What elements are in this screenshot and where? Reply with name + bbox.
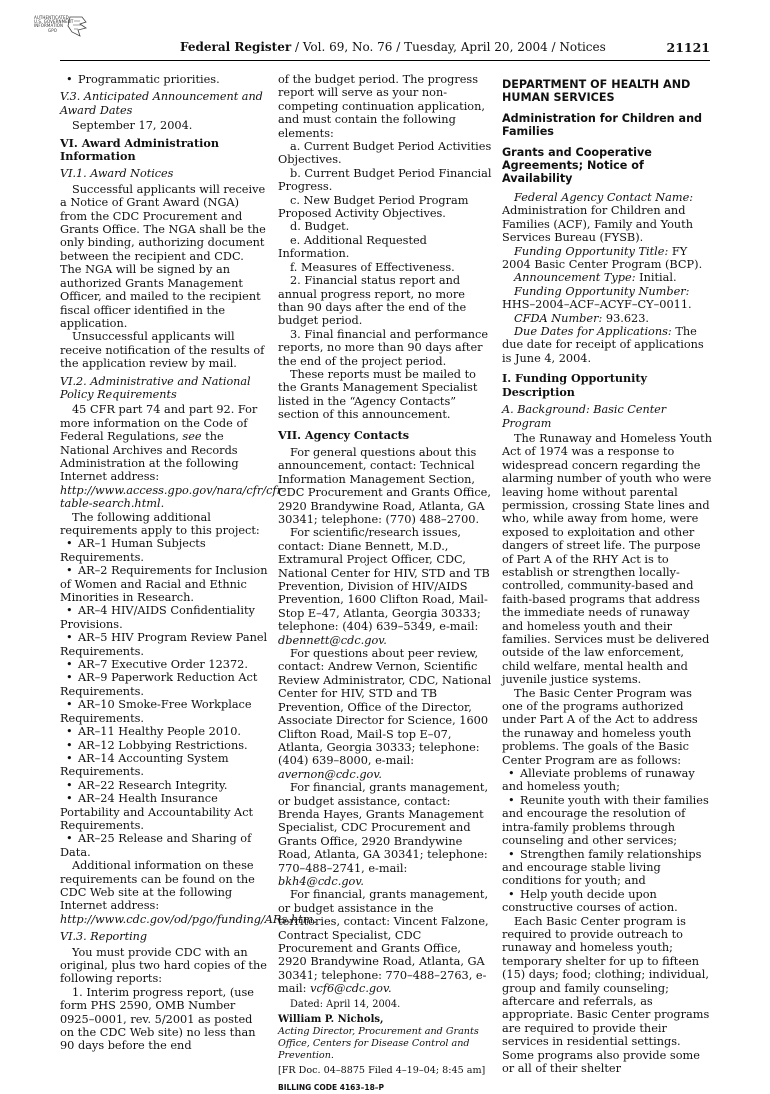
section-heading: I. Funding Opportunity Description xyxy=(502,371,648,399)
logo-line: GPO xyxy=(48,27,57,33)
text: Initial. xyxy=(635,271,677,285)
paragraph xyxy=(278,888,492,995)
logo-line: U.S. GOVERNMENT xyxy=(34,19,74,25)
paragraph: The Runaway and Homeless Youth Act of 1974 was a response to widespread concern regarding the alarming number of youth who were leaving home without parental permission, crossing State lines and who, while away from home, were exposed to exploitation and other dangers of street life. The purpose of Part A of the RHY Act is to establish or strengthen locally-controlled, community-based and faith-based programs that address the immediate needs of runaway and homeless youth and their families. Services must be delivered outside of the law enforcement, child welfare, mental health and juvenile justice systems. xyxy=(502,431,712,687)
list-item: 3. Final financial and performance reports, no more than 90 days after the end of the project period. xyxy=(278,327,489,368)
gpo-logo-text xyxy=(34,16,73,33)
section-heading: A. Background: Basic Center Program xyxy=(502,403,667,430)
text: For scientific/research issues, contact: Diane Bennett, M.D., Extramural Project Officer, CDC, National Center for HIV, STD and TB Prevention, Division of HIV/AIDS Prevention, 1600 Clifton Road, Mail-Stop E–47, Atlanta, Georgia 30333; telephone: (404) 639–5349, e-mail: xyxy=(278,526,490,634)
column-3 xyxy=(502,73,714,1075)
signer-title: Acting Director, Procurement and Grants Office, Centers for Disease Control and Prevention. xyxy=(278,1026,479,1062)
paragraph: Each Basic Center program is required to provide outreach to runaway and homeless youth; temporary shelter for up to fifteen (15) days; food; clothing; individual, group and family counseling; aftercare and referrals, as appropriate. Basic Center programs are required to provide their services in residential settings. Some programs also provide some or all of their shelter xyxy=(502,914,710,1075)
fr-doc: [FR Doc. 04–8875 Filed 4–19–04; 8:45 am] xyxy=(278,1065,486,1077)
paragraph: These reports must be mailed to the Grants Management Specialist listed in the “Agency Contacts” section of this announcement. xyxy=(278,367,478,422)
list-item: • AR–24 Health Insurance Portability and Accountability Act Requirements. xyxy=(60,792,268,832)
list-item: • AR–22 Research Integrity. xyxy=(60,779,268,792)
paragraph xyxy=(502,245,714,272)
column-2 xyxy=(278,73,492,1094)
list-item: 2. Financial status report and annual progress report, no more than 90 days after the end of the budget period. xyxy=(278,274,467,328)
list-item: d. Budget. xyxy=(290,220,350,234)
paragraph xyxy=(278,647,492,781)
paragraph xyxy=(502,325,714,365)
page-number: 21121 xyxy=(666,40,710,55)
list-item: • AR–1 Human Subjects Requirements. xyxy=(60,537,268,564)
subagency-heading: Administration for Children and Families xyxy=(502,112,703,138)
list-item: b. Current Budget Period Financial Progress. xyxy=(278,166,492,194)
section-heading: VII. Agency Contacts xyxy=(278,427,410,442)
list-item: • Alleviate problems of runaway and homeless youth; xyxy=(502,767,714,794)
list-item: • Help youth decide upon constructive courses of action. xyxy=(502,888,714,915)
cfr-link[interactable]: http://www.access.gpo.gov/nara/cfr/cfr-table-search.html. xyxy=(60,483,286,511)
list-item: • AR–25 Release and Sharing of Data. xyxy=(60,832,268,859)
label: Funding Opportunity Title: xyxy=(514,244,669,258)
list-item: • Programmatic priorities. xyxy=(60,73,268,86)
running-header xyxy=(180,40,710,58)
paragraph: You must provide CDC with an original, plus two hard copies of the following reports: xyxy=(60,945,267,986)
label: Due Dates for Applications: xyxy=(514,325,672,339)
ars-link[interactable]: http://www.cdc.gov/od/pgo/funding/ARs.htm. xyxy=(60,912,317,926)
paragraph xyxy=(502,285,714,312)
paragraph: of the budget period. The progress report will serve as your non-competing continuation application, and must contain the following elements: xyxy=(278,73,485,140)
list-item: • AR–9 Paperwork Reduction Act Requirements. xyxy=(60,671,268,698)
dated: Dated: April 14, 2004. xyxy=(290,998,401,1010)
section-heading: VI.3. Reporting xyxy=(60,930,148,944)
issue-info: / Vol. 69, No. 76 / Tuesday, April 20, 2004 / Notices xyxy=(291,40,606,54)
list-item: • AR–4 HIV/AIDS Confidentiality Provisions. xyxy=(60,604,268,631)
billing-code: BILLING CODE 4163–18–P xyxy=(278,1082,385,1092)
text: see xyxy=(182,430,202,444)
signer-name: William P. Nichols, xyxy=(278,1014,384,1026)
notice-title: Grants and Cooperative Agreements; Notice of Availability xyxy=(502,146,652,185)
list-item: • AR–11 Healthy People 2010. xyxy=(60,725,268,738)
list-item: • AR–10 Smoke-Free Workplace Requirements. xyxy=(60,698,268,725)
list-item: • AR–12 Lobbying Restrictions. xyxy=(60,739,268,752)
list-item: • AR–7 Executive Order 12372. xyxy=(60,658,268,671)
list-item: • AR–2 Requirements for Inclusion of Women and Racial and Ethnic Minorities in Research. xyxy=(60,564,268,604)
section-heading: VI.1. Award Notices xyxy=(60,167,174,181)
agency-heading: DEPARTMENT OF HEALTH AND HUMAN SERVICES xyxy=(502,78,691,104)
text: For financial, grants management, or budget assistance in the territories, contact: Vincent Falzone, Contract Specialist, CDC Procurement and Grants Office, 2920 Brandywine Road, Atlanta, GA 30341; telephone: 770–488–2763, e-mail: xyxy=(278,888,489,996)
email-link[interactable]: dbennett@cdc.gov. xyxy=(278,633,387,647)
paragraph: Successful applicants will receive a Notice of Grant Award (NGA) from the CDC Procurement and Grants Office. The NGA shall be the only binding, authorizing document between the recipient and CDC. The NGA will be signed by an authorized Grants Management Officer, and mailed to the recipient fiscal officer identified in the application. xyxy=(60,182,266,330)
paragraph xyxy=(60,403,286,511)
paragraph xyxy=(60,859,317,926)
paragraph xyxy=(278,781,492,888)
text: For questions about peer review, contact: Andrew Vernon, Scientific Review Administrator, CDC, National Center for HIV, STD and TB Prevention, Office of the Director, Associate Director for Science, 1600 Clifton Road, Mail-S top E–07, Atlanta, Georgia 30333; telephone: (404) 639–8000, e-mail: xyxy=(278,647,492,768)
email-link[interactable]: avernon@cdc.gov. xyxy=(278,767,382,781)
text: FY 2004 Basic Center Program (BCP). xyxy=(502,244,703,272)
section-heading: VI.2. Administrative and National Policy Requirements xyxy=(60,374,251,401)
paragraph: The Basic Center Program was one of the programs authorized under Part A of the Act to address the runaway and homeless youth problems. The goals of the Basic Center Program are as follows: xyxy=(502,686,698,767)
text: 45 CFR part 74 and part 92. For more information on the Code of Federal Regulations, xyxy=(60,403,258,444)
email-link[interactable]: vcf6@cdc.gov. xyxy=(310,982,392,996)
section-heading: VI. Award Administration Information xyxy=(60,135,220,164)
list-item: a. Current Budget Period Activities Objectives. xyxy=(278,140,492,167)
text: the National Archives and Records Administration at the following Internet address: xyxy=(60,430,239,484)
header-title xyxy=(180,40,606,54)
paragraph xyxy=(502,271,714,284)
text: 93.623. xyxy=(602,311,650,325)
email-link[interactable]: bkh4@cdc.gov. xyxy=(278,874,364,888)
logo-line: INFORMATION xyxy=(34,23,64,29)
label: CFDA Number: xyxy=(514,311,603,325)
paragraph xyxy=(502,312,714,325)
paragraph: 1. Interim progress report, (use form PHS 2590, OMB Number 0925–0001, rev. 5/2001 as posted on the CDC Web site) no less than 90 days before the end xyxy=(60,985,256,1053)
paragraph: September 17, 2004. xyxy=(72,119,193,133)
logo-line: AUTHENTICATED xyxy=(34,15,69,20)
text: Administration for Children and Families (ACF), Family and Youth Services Bureau (FYSB). xyxy=(502,204,693,245)
list-item: e. Additional Requested Information. xyxy=(278,233,427,261)
text: Additional information on these requirements can be found on the CDC Web site at the following Internet address: xyxy=(60,859,255,913)
federal-register-title: Federal Register xyxy=(180,40,292,54)
list-item: f. Measures of Effectiveness. xyxy=(290,260,455,274)
section-heading: V.3. Anticipated Announcement and Award Dates xyxy=(60,90,263,117)
paragraph xyxy=(278,526,492,647)
list-item: • AR–14 Accounting System Requirements. xyxy=(60,752,268,779)
label: Announcement Type: xyxy=(514,271,636,285)
label: Federal Agency Contact Name: xyxy=(514,191,694,204)
list-item: • Reunite youth with their families and encourage the resolution of intra-family problems through counseling and other services; xyxy=(502,794,714,848)
list-item: c. New Budget Period Program Proposed Activity Objectives. xyxy=(278,193,469,221)
text: For financial, grants management, or budget assistance, contact: Brenda Hayes, Grants Management Specialist, CDC Procurement and Grants Office, 2920 Brandywine Road, Atlanta, GA 30341; telephone: 770–488–2741, e-mail: xyxy=(278,781,489,875)
header-rule xyxy=(60,60,710,61)
text: The due date for receipt of applications is June 4, 2004. xyxy=(502,325,704,365)
column-1 xyxy=(60,73,317,1053)
label: Funding Opportunity Number: xyxy=(514,284,690,298)
list-item: • AR–5 HIV Program Review Panel Requirements. xyxy=(60,631,268,658)
paragraph: Unsuccessful applicants will receive notification of the results of the application review by mail. xyxy=(60,330,265,371)
list-item: • Strengthen family relationships and encourage stable living conditions for youth; and xyxy=(502,848,714,888)
text: HHS–2004–ACF–ACYF–CY–0011. xyxy=(502,298,692,312)
paragraph: For general questions about this announcement, contact: Technical Information Management Section, CDC Procurement and Grants Office, 2920 Brandywine Road, Atlanta, GA 30341; telephone: (770) 488–2700. xyxy=(278,445,491,526)
paragraph xyxy=(502,191,714,245)
paragraph: The following additional requirements apply to this project: xyxy=(60,510,260,537)
